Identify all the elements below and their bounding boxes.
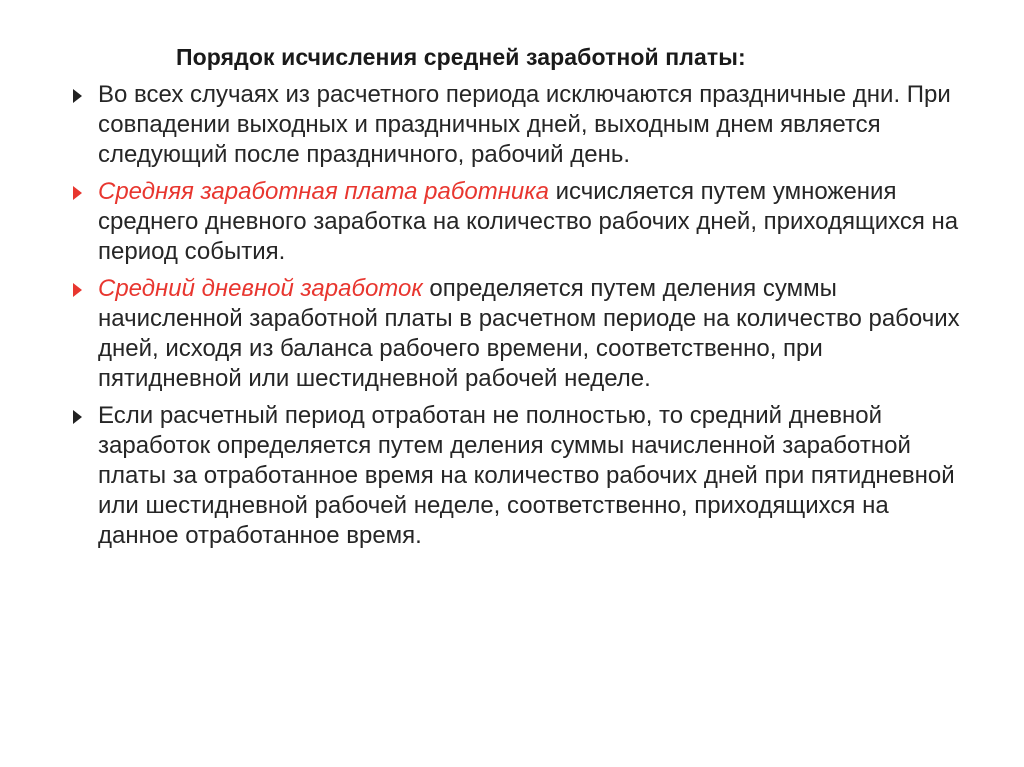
bullet-text: определяется путем деления суммы начисленной заработной платы в расчетном периоде на количество рабочих дней, исходя из баланса рабочего времени, соответственно, при пятидневной или шестидневной рабочей неделе. xyxy=(98,275,960,392)
triangle-bullet-icon xyxy=(73,410,82,424)
list-item xyxy=(70,80,970,170)
triangle-bullet-icon xyxy=(73,283,82,297)
bullet-text: Во всех случаях из расчетного периода исключаются праздничные дни. При совпадении выходных и праздничных дней, выходным днем является следующий после праздничного, рабочий день. xyxy=(98,81,951,168)
bullet-text: исчисляется путем умножения среднего дневного заработка на количество рабочих дней, приходящихся на период события. xyxy=(98,178,959,265)
list-item xyxy=(70,177,970,267)
bullet-accent-text: Средний дневной заработок xyxy=(98,275,423,302)
list-item xyxy=(70,401,970,551)
triangle-bullet-icon xyxy=(73,89,82,103)
bullet-accent-text: Средняя заработная плата работника xyxy=(98,178,549,205)
triangle-bullet-icon xyxy=(73,186,82,200)
list-item xyxy=(70,274,970,394)
bullet-text: Если расчетный период отработан не полностью, то средний дневной заработок определяется путем деления суммы начисленной заработной платы за отработанное время на количество рабочих дней при пятидневной или шестидневной рабочей неделе, соответственно, приходящихся на данное отработанное время. xyxy=(98,402,955,549)
bullet-list xyxy=(70,80,970,558)
slide-title: Порядок исчисления средней заработной платы: xyxy=(176,44,746,70)
